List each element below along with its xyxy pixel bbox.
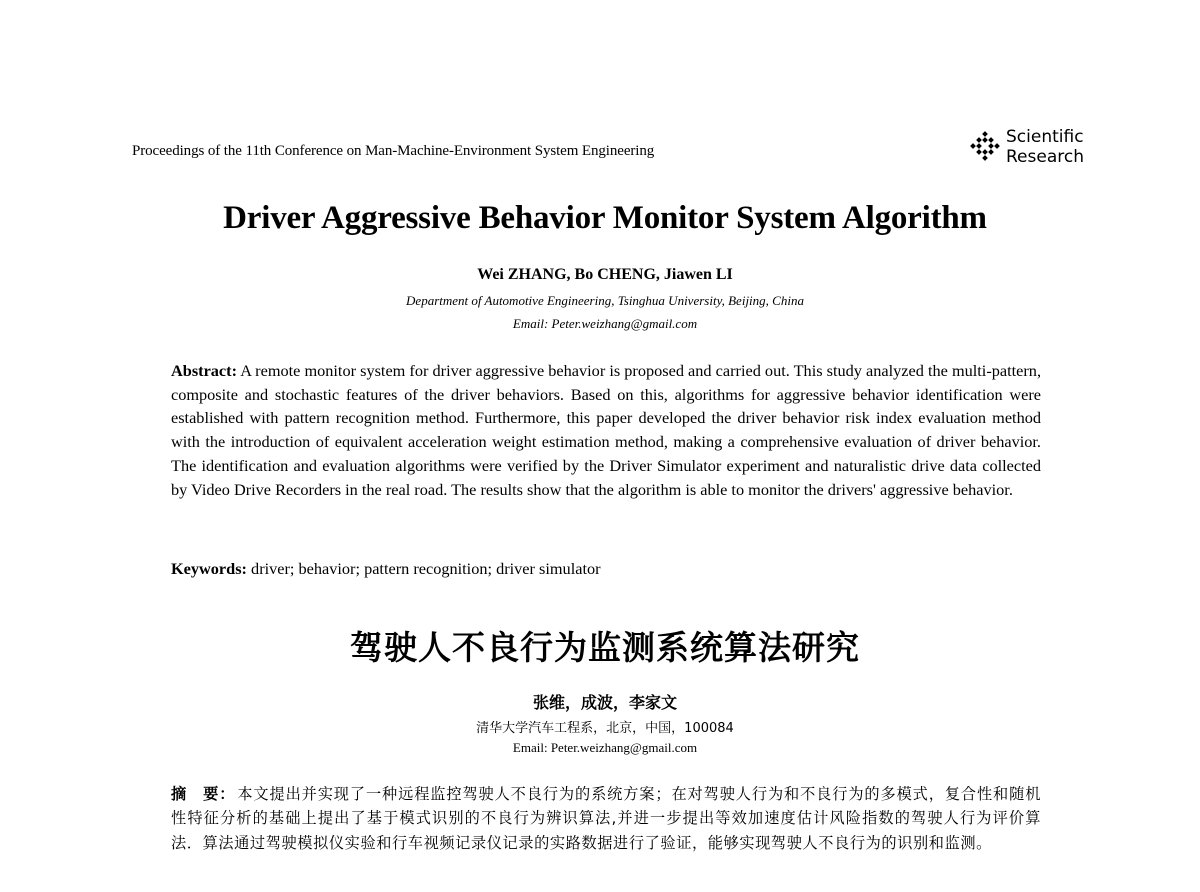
abstract-label: Abstract:: [171, 361, 238, 380]
logo-text-scientific: Scientific: [1006, 127, 1084, 147]
chinese-authors: 张维，成波，李家文: [532, 693, 677, 712]
chinese-title: 驾驶人不良行为监测系统算法研究: [350, 628, 860, 667]
keywords-text: driver; behavior; pattern recognition; driver simulator: [251, 559, 601, 578]
chinese-abstract-text: 本文提出并实现了一种远程监控驾驶人不良行为的系统方案；在对驾驶人行为和不良行为的多模式，复合性和随机性特征分析的基础上提出了基于模式识别的不良行为辨识算法,并进一步提出等效加速度估计风险指数的驾驶人行为评价算法．算法通过驾驶模拟仪实验和行车视频记录仪记录的实路数据进行了验证，能够实现驾驶人不良行为的识别和监测。: [171, 785, 1042, 852]
chinese-abstract: [171, 782, 1041, 855]
abstract-text: A remote monitor system for driver aggressive behavior is proposed and carried out. This study analyzed the multi-pattern, composite and stochastic features of the driver behaviors. Based on this, algorithms for aggressive behavior identification were established with pattern recognition method. Furthermore, this paper developed the driver behavior risk index evaluation method with the introduction of equivalent acceleration weight estimation method, making a comprehensive evaluation of driver behavior. The identification and evaluation algorithms were verified by the Driver Simulator experiment and naturalistic drive data collected by Video Drive Recorders in the real road. The results show that the algorithm is able to monitor the drivers' aggressive behavior.: [171, 361, 1042, 499]
authors: Wei ZHANG, Bo CHENG, Jiawen LI: [477, 266, 733, 283]
chinese-abstract-label: 摘 要：: [171, 785, 236, 803]
scientific-research-logo: [966, 127, 1086, 169]
logo-text-research: Research: [1006, 147, 1084, 167]
cut-off-text-line: [171, 885, 591, 892]
keywords-label: Keywords:: [171, 559, 247, 578]
proceedings-header: Proceedings of the 11th Conference on Man-Machine-Environment System Engineering: [132, 143, 655, 159]
dots-diamond-icon: [966, 131, 1002, 165]
author-email: Email: Peter.weizhang@gmail.com: [512, 316, 698, 331]
affiliation: Department of Automotive Engineering, Tsinghua University, Beijing, China: [406, 293, 804, 308]
paper-title: Driver Aggressive Behavior Monitor System Algorithm: [223, 200, 987, 236]
chinese-affiliation: 清华大学汽车工程系，北京，中国，100084: [476, 721, 734, 736]
chinese-email: Email: Peter.weizhang@gmail.com: [512, 740, 698, 755]
abstract: [171, 359, 1041, 501]
keywords: [171, 557, 1041, 580]
